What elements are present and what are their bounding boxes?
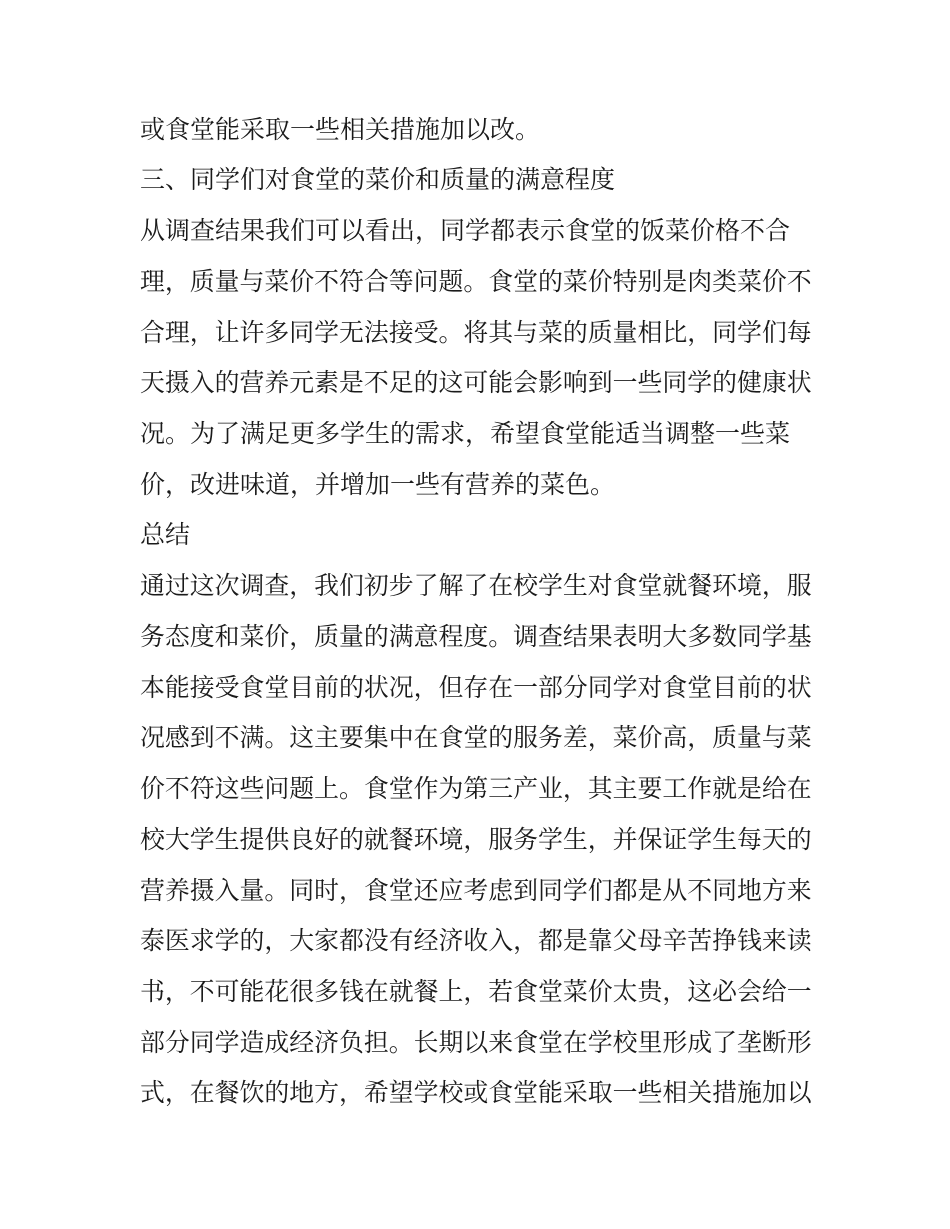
paragraph-line: 式，在餐饮的地方，希望学校或食堂能采取一些相关措施加以	[140, 1078, 812, 1107]
continuation-line: 或食堂能采取一些相关措施加以改。	[140, 115, 541, 144]
paragraph-line: 况。为了满足更多学生的需求，希望食堂能适当调整一些菜	[140, 419, 791, 448]
paragraph-line: 价，改进味道，并增加一些有营养的菜色。	[140, 470, 616, 499]
paragraph-line: 从调查结果我们可以看出，同学都表示食堂的饭菜价格不合	[140, 216, 791, 245]
paragraph-line: 理，质量与菜价不符合等问题。食堂的菜价特别是肉类菜价不	[140, 267, 812, 296]
summary-heading: 总结	[140, 520, 191, 549]
paragraph-line: 务态度和菜价，质量的满意程度。调查结果表明大多数同学基	[140, 622, 812, 651]
paragraph-line: 价不符这些问题上。食堂作为第三产业，其主要工作就是给在	[140, 774, 812, 803]
paragraph-line: 合理，让许多同学无法接受。将其与菜的质量相比，同学们每	[140, 318, 812, 347]
section-heading: 三、同学们对食堂的菜价和质量的满意程度	[140, 165, 616, 194]
paragraph-line: 泰医求学的，大家都没有经济收入，都是靠父母辛苦挣钱来读	[140, 926, 812, 955]
paragraph-line: 天摄入的营养元素是不足的这可能会影响到一些同学的健康状	[140, 368, 812, 397]
paragraph-line: 部分同学造成经济负担。长期以来食堂在学校里形成了垄断形	[140, 1028, 812, 1057]
paragraph-line: 营养摄入量。同时，食堂还应考虑到同学们都是从不同地方来	[140, 876, 812, 905]
paragraph-line: 书，不可能花很多钱在就餐上，若食堂菜价太贵，这必会给一	[140, 977, 812, 1006]
paragraph-line: 校大学生提供良好的就餐环境，服务学生，并保证学生每天的	[140, 825, 812, 854]
paragraph-line: 通过这次调查，我们初步了解了在校学生对食堂就餐环境，服	[140, 571, 812, 600]
paragraph-line: 本能接受食堂目前的状况，但存在一部分同学对食堂目前的状	[140, 673, 812, 702]
paragraph-line: 况感到不满。这主要集中在食堂的服务差，菜价高，质量与菜	[140, 723, 812, 752]
